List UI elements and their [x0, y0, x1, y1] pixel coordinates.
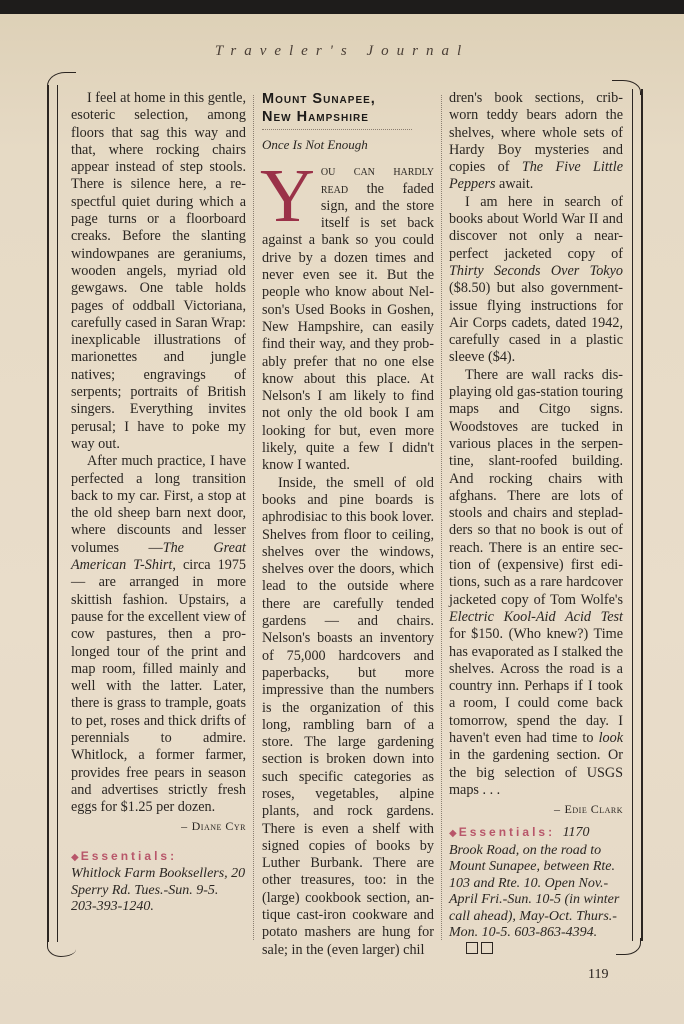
essentials-text: 1170 Brook Road, on the road to Mount Sunapee, between Rte. 103 and Rte. 10. Open Nov.-April Fri.-Sun. 10-5 (in winter call ahead), May-Oct. Thurs.-Mon. 10-5. 603-863-4394. [449, 825, 620, 941]
text: I am here in search of books about World War II and discover not only a near-perfect jacketed copy of [449, 193, 623, 262]
paragraph [260, 154, 434, 474]
drop-cap: Y [260, 154, 315, 239]
essentials-block [71, 848, 246, 916]
book-title: The Great American T-Shirt [71, 539, 246, 574]
book-title: Thirty Seconds Over Tokyo [449, 262, 623, 279]
text: for $150. (Who knew?) Time has evaporated as I stalked the shelves. Across the road is a country inn. Perhaps if I took a room, I could come back tomorrow, spend the day. I haven't even had time to [449, 626, 623, 746]
end-square-icon [466, 942, 478, 954]
column-3 [449, 90, 623, 958]
diamond-bullet-icon: ◆ [71, 851, 79, 863]
byline: – Diane Cyr [181, 819, 246, 834]
text: , circa 1975 — are arranged in more skittish fashion. Upstairs, a pause for the excellent view of cow pastures, then a prolonged tour of the print and map room, filled mainly and well with the latter. Later, there is grass to trample, goats to pet, roses and thick drifts of perennials to admire. Whitlock, a former farmer, provides free pears in season and advertises strictly fresh eggs for $1.25 per dozen. [71, 557, 247, 816]
end-square-icon [481, 942, 493, 954]
frame-left-border [47, 85, 58, 942]
paragraph [71, 453, 246, 816]
diamond-bullet-icon: ◆ [449, 828, 457, 840]
essentials-label: Essentials: [80, 848, 178, 863]
lead-in: ou can hardly read [320, 163, 434, 197]
text: the faded sign, and the store itself is set back against a bank so you could drive by a dozen times and never even see it. But the people who know about Nelson's Used Books in Goshen, New Hampshire, can easily find their way, and they probably prefer that no one else know about this place. At Nelson's I am likely to find not only the old book I am looking for but, even more likely, quite a few I didn't know I wanted. [262, 180, 434, 474]
paragraph [449, 194, 623, 367]
headline-line: Mount Sunapee, [262, 91, 376, 107]
page-number: 119 [588, 967, 609, 982]
book-title: The Five Little Peppers [449, 159, 623, 193]
article-deck: Once Is Not Enough [262, 137, 368, 152]
paragraph: I feel at home in this gentle, esoteric selection, among floors that sag this way and that, where rocking chairs appear instead of step stools. There is silence here, a respectful quiet during which a page turns or a floorboard creaks. Before the slanting windowpanes are geraniums, wooden angels, myriad old gewgaws. One table holds pages of oddball Victoriana, carefully cased in Saran Wrap: inexplicable illustrations of marionettes and jungle natives; engravings of serpents; portraits of British singers. Everything invites perusal; I have to poke my way out. [71, 90, 246, 452]
book-title: Electric Kool-Aid Acid Test [449, 608, 623, 625]
paragraph: Inside, the smell of old books and pine boards is aphrodisiac to this book lover. Shelves from floor to ceiling, shelves over the windows, shelves over the doors, which lead to the outside where there are carefully tended gardens — and chairs. Nelson's boasts an inventory of 75,000 hardcovers and paperbacks, but more impressive than the numbers is the organization of this long, rambling barn of a store. The large gardening section is broken down into such specific categories as roses, vegetables, alpine plants, and rock gardens. There is even a shelf with signed copies of books by Luther Burbank. There are other treasures, too: in the (large) cookbook section, antique cast-iron cookware and potato mashers are hung for sale; in the (even larger) chil [262, 474, 434, 958]
author-name: Edie Clark [564, 802, 623, 817]
column-1 [71, 90, 246, 916]
emphasis: look [598, 729, 623, 746]
article-headline [262, 90, 434, 126]
essentials-label: Essentials: [458, 825, 556, 840]
headline-rule [262, 129, 412, 130]
text: in the gardening section. Or the big selection of USGS maps . . . [449, 747, 623, 798]
column-2 [262, 90, 434, 959]
text: There are wall racks displaying old gas-station touring maps and Citgo signs. Woodstoves are tucked in various places in the serpentine, slant-roofed building. And rocking chairs with afghans. There are lots of stools and chairs and stepladders so that no book is out of reach. There is an entire section of (expensive) first editions, such as a rare hardcover jacketed copy of Tom Wolfe's [449, 366, 623, 608]
scan-edge [0, 0, 684, 14]
running-head: Traveler's Journal [214, 43, 470, 59]
text: await. [495, 176, 534, 193]
paragraph [449, 367, 623, 799]
text: ($8.50) but also government-issue flying instructions for Air Corps cadets, dated 1942, carefully cased in a plastic sleeve ($4). [449, 280, 623, 366]
column-divider [253, 95, 254, 940]
frame-curl-bottom-left [47, 940, 76, 957]
headline-line: New Hampshire [262, 109, 369, 125]
essentials-text: Whitlock Farm Booksellers, 20 Sperry Rd. Tues.-Sun. 9-5. 203-393-1240. [71, 866, 246, 915]
byline: – Edie Clark [554, 802, 623, 817]
text: dren's book sections, crib-worn teddy bears adorn the shelves, where whole sets of Hardy Boy mysteries and copies of [449, 90, 623, 176]
paragraph [449, 90, 623, 194]
frame-right-border [632, 89, 643, 941]
end-of-article-marks [463, 942, 493, 957]
column-divider [441, 95, 442, 940]
author-name: Diane Cyr [191, 819, 246, 834]
text: After much practice, I have perfected a long transition back to my car. First, a stop at the old sheep barn next door, where discounts and lesser volumes — [71, 453, 246, 556]
essentials-block [449, 824, 623, 958]
